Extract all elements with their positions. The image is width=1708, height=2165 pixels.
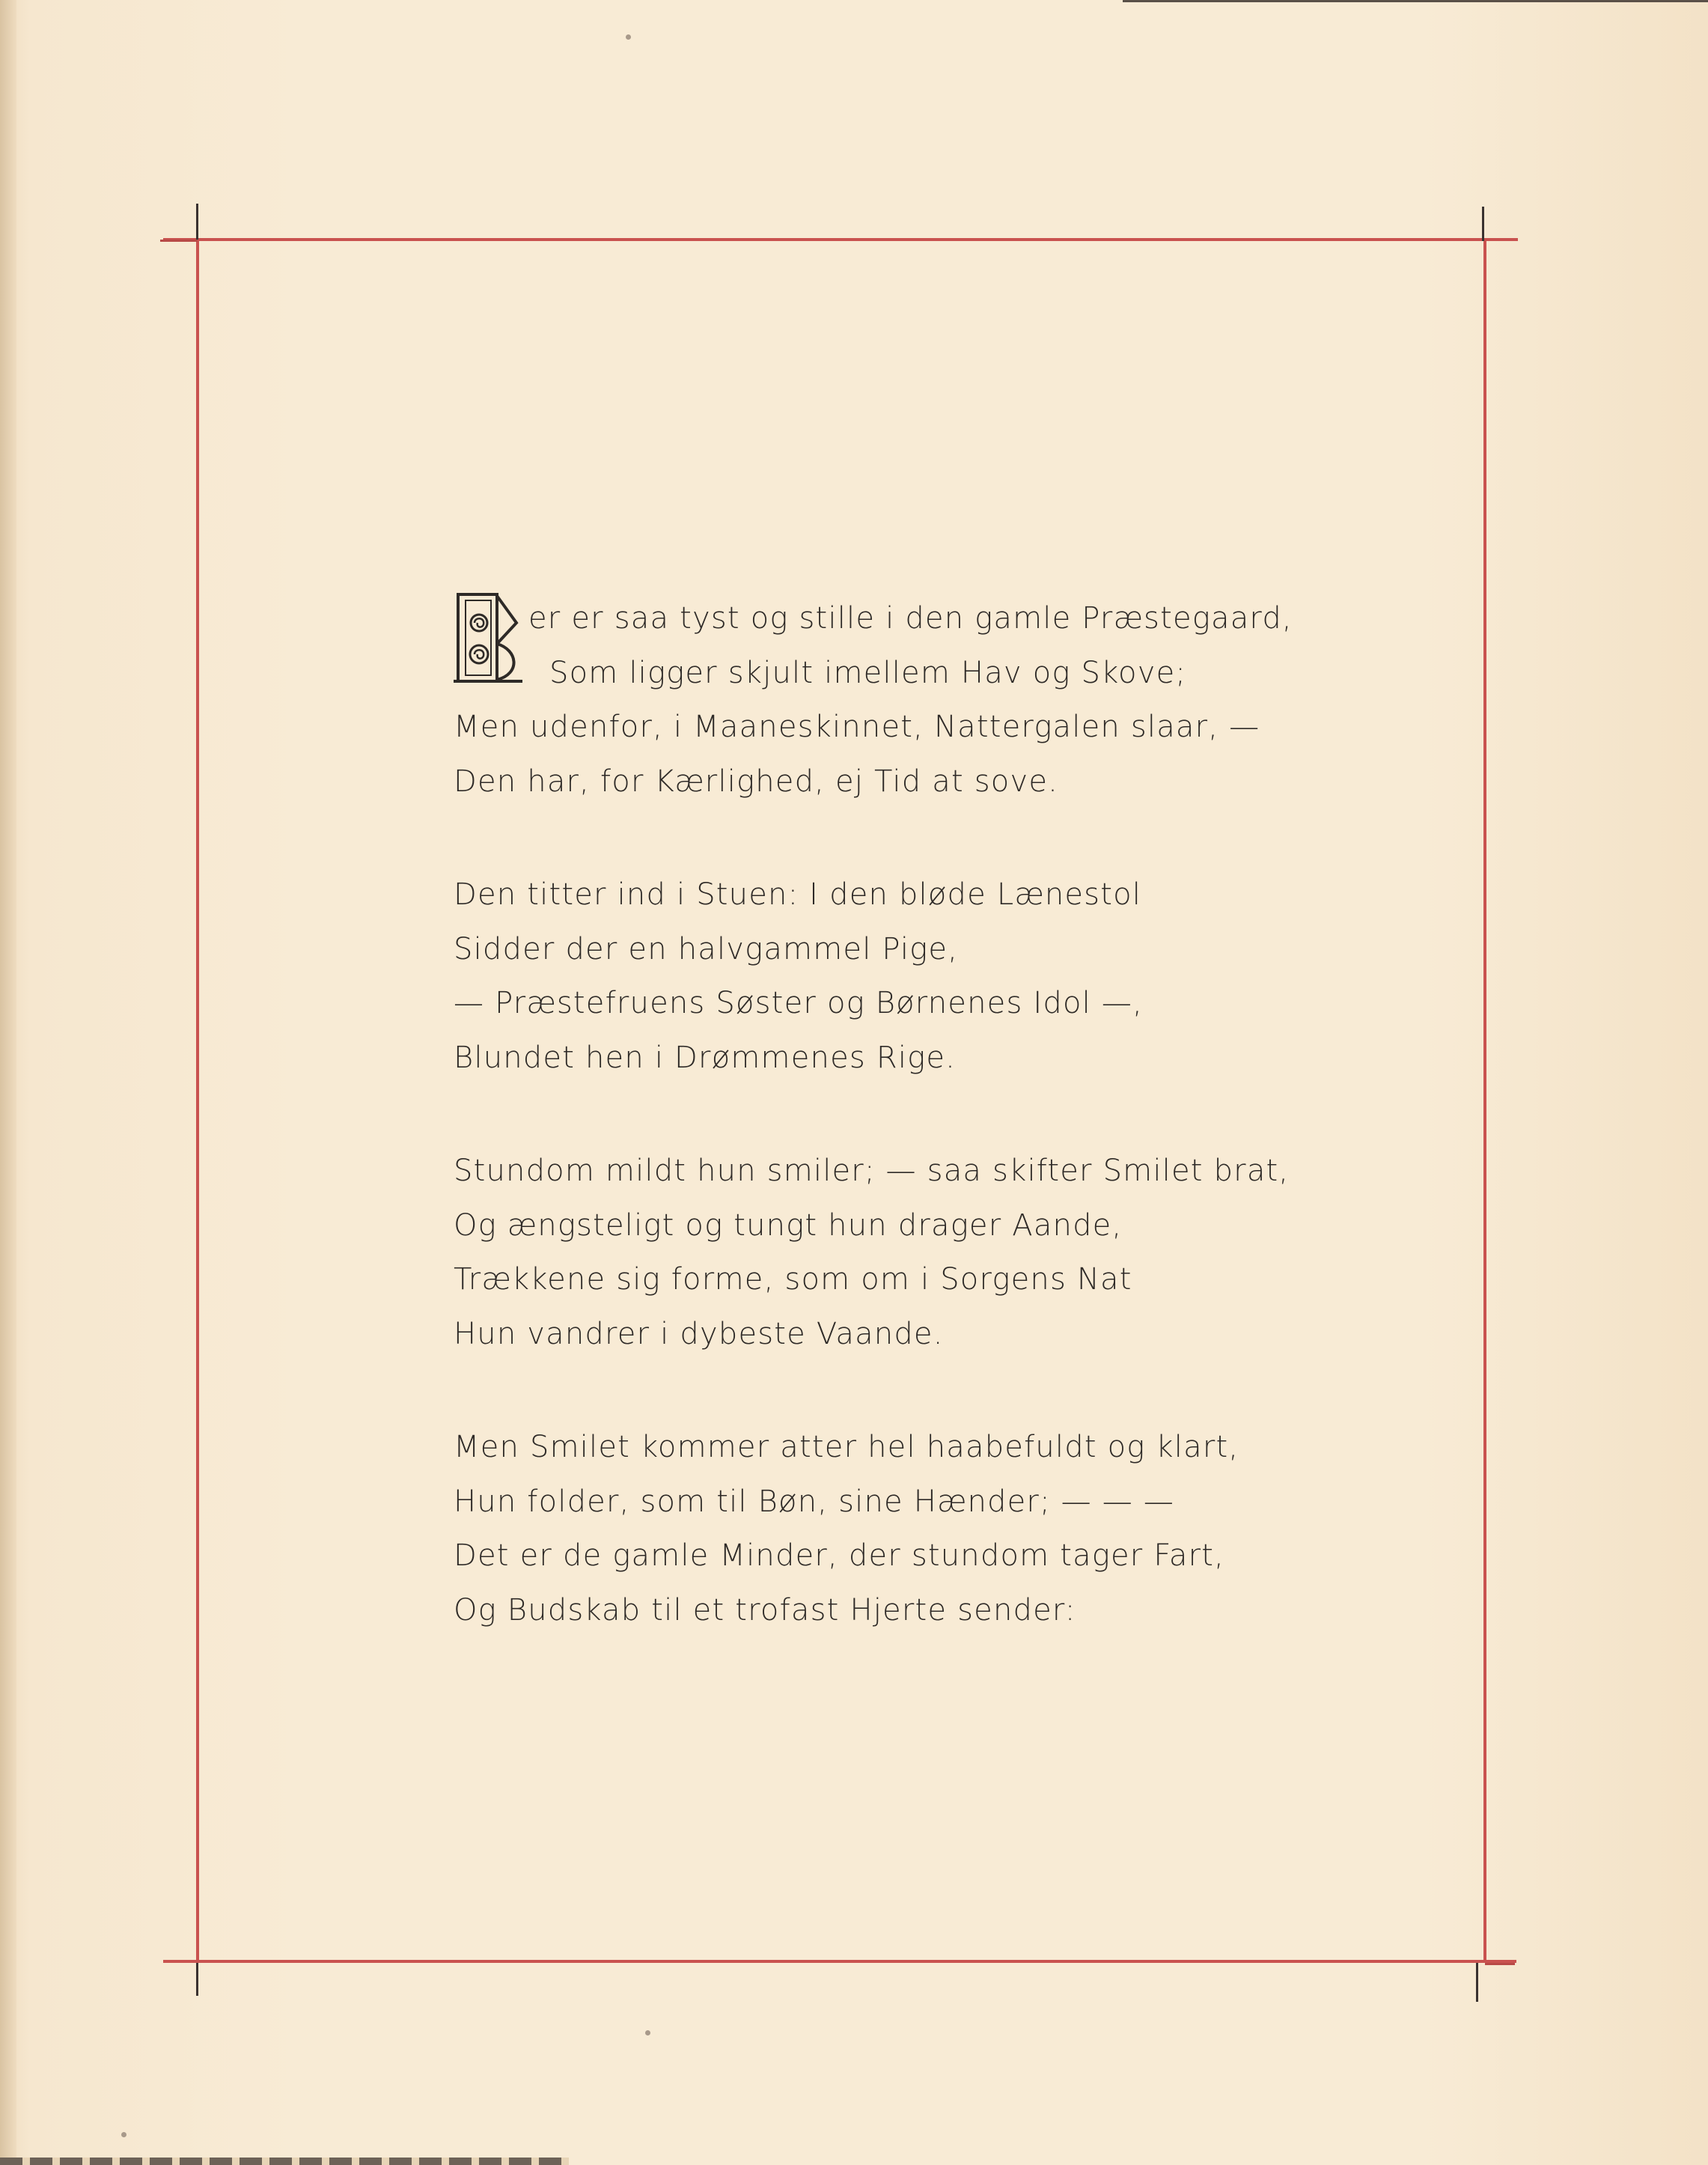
paper-speck [626, 34, 631, 40]
poem-body [454, 591, 1352, 1696]
poem-line: Hun folder, som til Bøn, sine Hænder; — — — [454, 1484, 1175, 1519]
poem-line: Men udenfor, i Maaneskinnet, Nattergalen slaar, — [454, 710, 1260, 744]
border-left-rule [196, 238, 199, 1963]
top-edge-shadow [1123, 0, 1708, 2]
corner-stub-right-bottom [1485, 1963, 1515, 1965]
poem-line: — Præstefruens Søster og Børnenes Idol —, [454, 986, 1144, 1020]
poem-line: Og Budskab til et trofast Hjerte sender: [454, 1592, 1076, 1627]
corner-tick-top-right [1482, 207, 1484, 241]
poem-line: Den titter ind i Stuen: I den bløde Lænestol [454, 877, 1142, 912]
poem-stanza-4 [454, 1420, 1352, 1637]
poem-line: Som ligger skjult imellem Hav og Skove; [549, 655, 1187, 690]
poem-line: Det er de gamle Minder, der stundom tager Fart, [454, 1538, 1225, 1573]
poem-line: Trækkene sig forme, som om i Sorgens Nat [454, 1262, 1132, 1297]
border-top-rule [163, 238, 1518, 241]
poem-stanza-1 [454, 591, 1352, 809]
poem-line: Og ængsteligt og tungt hun drager Aande, [454, 1208, 1123, 1243]
border-bottom-rule [163, 1960, 1516, 1963]
poem-stanza-3 [454, 1144, 1352, 1361]
poem-stanza-2 [454, 868, 1352, 1085]
corner-tick-bottom-left [196, 1963, 198, 1996]
paper-speck [645, 2030, 650, 2035]
page-left-edge [0, 0, 16, 2165]
svg-text:H: H [452, 591, 453, 592]
corner-stub-left-top [160, 240, 198, 242]
poem-line: Men Smilet kommer atter hel haabefuldt og klart, [454, 1430, 1239, 1464]
poem-line: Den har, for Kærlighed, ej Tid at sove. [454, 764, 1059, 799]
corner-tick-top-left [196, 204, 198, 240]
paper-speck [121, 2132, 126, 2137]
bottom-edge-shadow [0, 2158, 569, 2165]
border-right-rule [1483, 238, 1486, 1963]
poem-line: Stundom mildt hun smiler; — saa skifter Smilet brat, [454, 1154, 1290, 1188]
poem-line: Blundet hen i Drømmenes Rige. [454, 1040, 957, 1075]
poem-line: er er saa tyst og stille i den gamle Præstegaard, [528, 601, 1293, 636]
poem-line: Sidder der en halvgammel Pige, [454, 931, 959, 966]
corner-tick-bottom-right [1476, 1963, 1478, 2002]
poem-line: Hun vandrer i dybeste Vaande. [454, 1316, 944, 1351]
